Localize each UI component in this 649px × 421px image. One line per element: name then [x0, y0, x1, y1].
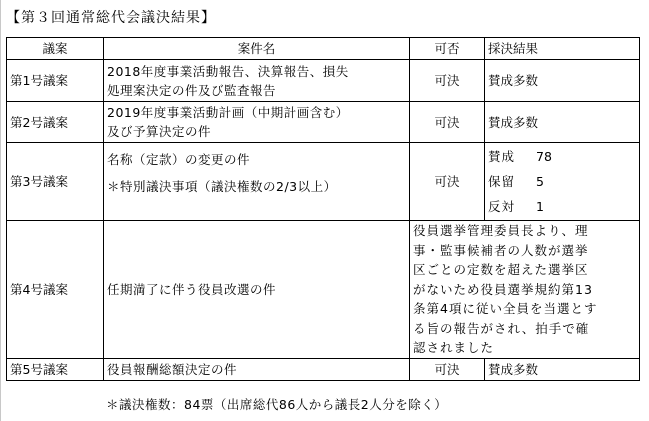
table-row: [7, 221, 640, 359]
row-result: 賛成多数: [485, 358, 640, 380]
table-row: [7, 358, 640, 380]
page-title: 【第３回通常総代会議決結果】: [6, 10, 216, 26]
tally-label: 賛成: [488, 149, 516, 164]
tally-count: 1: [536, 199, 544, 214]
result-line: 役員選挙管理委員長より、理: [413, 223, 589, 238]
row-vote: 可決: [410, 358, 485, 380]
row-vote: 可決: [410, 143, 485, 221]
header-result: 採決結果: [485, 38, 640, 60]
row-result: [485, 143, 640, 221]
row-vote: 可決: [410, 102, 485, 143]
tally-count: 5: [536, 174, 544, 189]
row-result: 賛成多数: [485, 102, 640, 143]
row-no: 第4号議案: [7, 221, 104, 359]
name-line: 2018年度事業活動報告、決算報告、損失: [107, 63, 349, 79]
name-line: ＊特別議決事項（議決権数の2/3以上）: [107, 178, 337, 194]
table-row: [7, 60, 640, 102]
name-line: 名称（定款）の変更の件: [107, 151, 251, 167]
name-line: 2019年度事業活動計画（中期計画含む）: [107, 105, 349, 120]
footnote: ＊議決権数：84票（出席総代86人から議長2人分を除く）: [106, 397, 448, 412]
row-no: 第1号議案: [7, 60, 104, 102]
result-line: る旨の報告がされ、拍手で確: [413, 320, 590, 336]
tally-item: [488, 169, 636, 194]
row-result: 賛成多数: [485, 60, 640, 102]
row-vote: 可決: [410, 60, 485, 102]
tally-count: 78: [536, 149, 552, 164]
result-line: 認されました: [413, 340, 495, 355]
results-table: [6, 37, 640, 381]
row-no: 第2号議案: [7, 102, 104, 143]
name-line: 役員報酬総額決定の件: [107, 361, 238, 377]
name-line: 任期満了に伴う役員改選の件: [107, 281, 277, 297]
row-no: 第3号議案: [7, 143, 104, 221]
table-row: [7, 102, 640, 143]
result-line: 事・監事候補者の人数が選挙: [413, 242, 589, 258]
result-line: 条第4項に従い全員を当選とす: [413, 301, 598, 316]
name-line: 及び予算決定の件: [107, 124, 212, 139]
tally-label: 保留: [488, 174, 516, 189]
header-no: 議案: [7, 38, 104, 60]
row-name: [104, 221, 410, 359]
header-name: 案件名: [104, 38, 410, 60]
name-line: 処理案決定の件及び監査報告: [107, 82, 277, 98]
tally-item: [488, 144, 636, 169]
row-result-note: [410, 221, 640, 359]
result-line: 区ごとの定数を超えた選挙区: [413, 262, 589, 277]
image-edge: [0, 0, 1, 421]
row-name: [104, 102, 410, 143]
row-name: [104, 358, 410, 380]
row-name: [104, 60, 410, 102]
header-row: [7, 38, 640, 60]
tally-item: [488, 194, 636, 219]
result-line: がないため役員選挙規約第13: [413, 281, 593, 297]
header-vote: 可否: [410, 38, 485, 60]
row-no: 第5号議案: [7, 358, 104, 380]
table-row: [7, 143, 640, 221]
row-name: [104, 143, 410, 221]
tally-label: 反対: [488, 199, 516, 214]
